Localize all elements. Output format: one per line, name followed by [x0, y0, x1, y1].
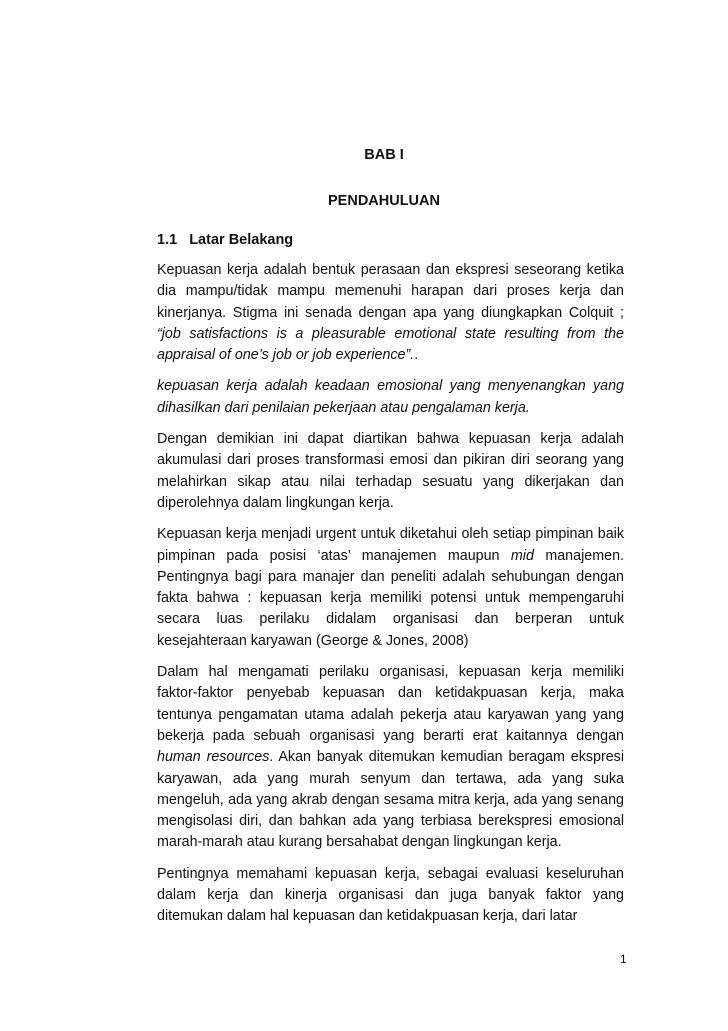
- paragraph-5-emphasis: human resources: [157, 749, 270, 766]
- paragraph-4: [157, 524, 624, 652]
- paragraph-1-quote: “job satisfactions is a pleasurable emotional state resulting from the appraisal of one’s job or job experience”.: [157, 325, 624, 364]
- section-heading: [157, 232, 293, 248]
- paragraph-6: Pentingnya memahami kepuasan kerja, sebagai evaluasi keseluruhan dalam kerja dan kinerja organisasi dan juga banyak faktor yang ditemukan dalam hal kepuasan dan ketidakpuasan kerja, dari latar: [157, 865, 624, 925]
- paragraph-1-text: Kepuasan kerja adalah bentuk perasaan dan ekspresi seseorang ketika dia mampu/tidak mampu memenuhi harapan dari proses kerja dan kinerjanya. Stigma ini senada dengan apa yang diungkapkan Colquit ;: [157, 262, 624, 321]
- section-number: 1.1: [157, 232, 178, 248]
- paragraph-2: [157, 376, 624, 419]
- body-text: [157, 260, 624, 928]
- paragraph-4-emphasis: mid: [510, 547, 534, 564]
- paragraph-3: Dengan demikian ini dapat diartikan bahwa kepuasan kerja adalah akumulasi dari proses transformasi emosi dan pikiran diri seorang yang melahirkan sikap atau nilai terhadap sesuatu yang dikerjakan dan diperolehnya dalam lingkungan kerja.: [157, 431, 624, 511]
- paragraph-1-end: .: [414, 347, 419, 364]
- paragraph-4-text-b: manajemen. Pentingnya bagi para manajer dan peneliti adalah sehubungan dengan fakta bahwa : kepuasan kerja memiliki potensi untuk mempengaruhi secara luas perilaku didalam organisasi dan berperan untuk kesejahteraan karyawan (George & Jones, 2008): [157, 547, 624, 649]
- paragraph-5-text-b: . Akan banyak ditemukan kemudian beragam ekspresi karyawan, ada yang murah senyum dan tertawa, ada yang suka mengeluh, ada yang akrab dengan sesama mitra kerja, ada yang senang mengisolasi diri, dan bahkan ada yang terbiasa berekspresi emosional marah-marah atau kurang bersahabat dengan lingkungan kerja.: [157, 749, 624, 851]
- paragraph-4-text-a: Kepuasan kerja menjadi urgent untuk diketahui oleh setiap pimpinan baik pimpinan pada posisi ‘atas’ manajemen maupun: [157, 526, 624, 564]
- page-number: 1: [620, 952, 627, 966]
- paragraph-2-text: kepuasan kerja adalah keadaan emosional yang menyenangkan yang dihasilkan dari penilaian pekerjaan atau pengalaman kerja.: [157, 378, 624, 416]
- section-title: Latar Belakang: [189, 232, 294, 248]
- paragraph-5: [157, 662, 624, 854]
- paragraph-5-text-a: Dalam hal mengamati perilaku organisasi, kepuasan kerja memiliki faktor-faktor penyebab kepuasan dan ketidakpuasan kerja, maka tentunya pengamatan utama adalah pekerja atau karyawan yang yang bekerja pada sebuah organisasi yang berarti erat kaitannya dengan: [157, 664, 624, 744]
- chapter-heading: BAB I: [364, 147, 404, 163]
- paragraph-1: [157, 260, 624, 366]
- chapter-title: PENDAHULUAN: [328, 193, 440, 209]
